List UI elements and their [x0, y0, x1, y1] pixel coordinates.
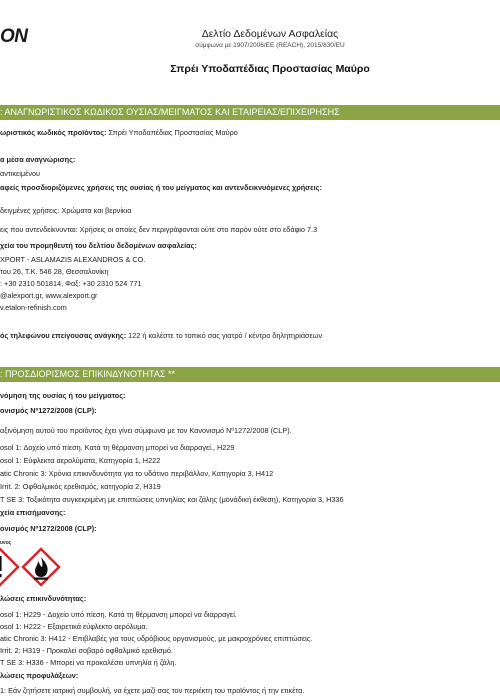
product-identifier-value: Σπρέι Υποδαπέδιας Προστασίας Μαύρο [106, 128, 238, 137]
relevant-uses-heading: αφείς προσδιοριζόμενες χρήσεις της ουσίας ή του μείγματος και αντενδεικνυόμενες χρήσεις: [0, 183, 322, 192]
hazard-class: osol 1: Εύφλεκτα αερολύματα, Κατηγορία 1, H222 [0, 456, 161, 465]
hazard-class: atic Chronic 3: Χρόνια επικινδυνότητα για το υδάτινο περιβάλλον, Κατηγορία 3, H412 [0, 469, 274, 478]
supplier-phone: : +30 2310 501814, Φαξ: +30 2310 524 771 [0, 279, 142, 288]
clp-text: αξινόμηση αυτού του προϊόντος έχει γίνει σύμφωνα με τον Κανονισμό Nº1272/2008 (CLP). [0, 426, 292, 435]
hazard-pictograms [0, 547, 80, 587]
supplier-company: XPORT - ASLAMAZIS ALEXANDROS & CO. [0, 255, 146, 264]
regulation-subtitle: σύμφωνα με 1907/2006/ΕΕ (REACH), 2015/830/ΕU [195, 42, 345, 49]
flame-pictogram [23, 549, 59, 585]
product-title: Σπρέι Υποδαπέδιας Προστασίας Μαύρο [170, 63, 370, 75]
supplier-website: v.etalon-refinish.com [0, 303, 67, 312]
classification-heading: νόμηση της ουσίας ή του μείγματος: [0, 391, 126, 400]
supplier-heading: χεία του προμηθευτή του δελτίου δεδομένων ασφαλείας: [0, 241, 197, 250]
product-identifier-label: ωριστικός κωδικός προϊόντος: [0, 128, 107, 137]
supplier-email: @alexport.gr, www.alexport.gr [0, 291, 98, 300]
hazard-statement: T SE 3: H336 - Μπορεί να προκαλέσει υπνηλία ή ζάλη. [0, 658, 177, 667]
hazard-class: osol 1: Δοχείο υπό πίεση. Κατά τη θέρμανση μπορεί να διαρραγεί., H229 [0, 443, 235, 452]
other-means-heading: α μέσα αναγνώρισης: [0, 155, 76, 164]
supplier-address: του 26, Τ.Κ. 546 28, Θεσσαλονίκη [0, 267, 109, 276]
hazard-class: Irrit. 2: Οφθαλμικός ερεθισμός, κατηγορία 2, H319 [0, 482, 161, 491]
label-elements-heading: χεία επισήμανσης: [0, 508, 66, 517]
clp-heading: ονισμός Nº1272/2008 (CLP): [0, 406, 97, 415]
hazard-class: T SE 3: Τοξικότητα συγκεκριμένη με επιπτώσεις υπνηλίας και ζάλης (μονάδική έκθεση), Κατηγορία 3, H336 [0, 495, 344, 504]
precautionary-statement: 1: Εάν ζητήσετε ιατρική συμβουλή, να έχετε μαζί σας τον περιέκτη του προϊόντος ή την ετικέτα. [0, 686, 305, 695]
signal-word: υνος [0, 540, 12, 546]
hazard-statements-heading: λώσεις επικινδυνότητας: [0, 594, 87, 603]
document-header [120, 28, 420, 75]
other-means-value: αντικειμένου [0, 169, 41, 178]
hazard-statement: osol 1: H229 - Δοχείο υπό πίεση. Κατά τη θέρμανση μπορεί να διαρραγεί. [0, 610, 237, 619]
exclamation-mark-pictogram [0, 549, 18, 585]
hazard-statement: Irrit. 2: H319 - Προκαλεί σοβαρό οφθαλμικό ερεθισμό. [0, 646, 173, 655]
emergency-phone-label: ός τηλεφώνου επείγουσας ανάγκης: [0, 331, 127, 340]
uses-advised-against: εις που αντενδείκνυνται: Χρήσεις οι οποίες δεν περιγράφονται ούτε στο παρόν ούτε στο εδάφιο 7.3 [0, 225, 318, 234]
hazard-statement: osol 1: H222 - Εξαιρετικά εύφλεκτο αερόλυμα. [0, 622, 148, 631]
document-title: Δελτίο Δεδομένων Ασφαλείας [201, 28, 339, 40]
precautionary-heading: λώσεις προφυλάξεων: [0, 671, 79, 680]
hazard-statement: atic Chronic 3: H412 - Επιβλαβές για τους υδρόβιους οργανισμούς, με μακροχρόνιες επιπτώσεις. [0, 634, 313, 643]
section-2-heading: : ΠΡΟΣΔΙΟΡΙΣΜΟΣ ΕΠΙΚΙΝΔΥΝΟΤΗΤΑΣ ** [0, 367, 500, 382]
identified-uses: δειγμένες χρήσεις: Χρώματα και βερνίκια [0, 206, 132, 215]
product-identifier [0, 128, 238, 137]
clp-heading-2: ονισμός Nº1272/2008 (CLP): [0, 524, 97, 533]
section-1-heading: : ΑΝΑΓΝΩΡΙΣΤΙΚΟΣ ΚΩΔΙΚΟΣ ΟΥΣΙΑΣ/ΜΕΙΓΜΑΤΟΣ ΚΑΙ ΕΤΑΙΡΕΙΑΣ/ΕΠΙΧΕΙΡΗΣΗΣ [0, 105, 500, 120]
company-logo: ON [0, 26, 28, 47]
emergency-phone-value: 122 ή καλέστε το τοπικό σας γιατρό / κέντρο δηλητηριάσεων [126, 331, 323, 340]
emergency-phone [0, 331, 322, 340]
